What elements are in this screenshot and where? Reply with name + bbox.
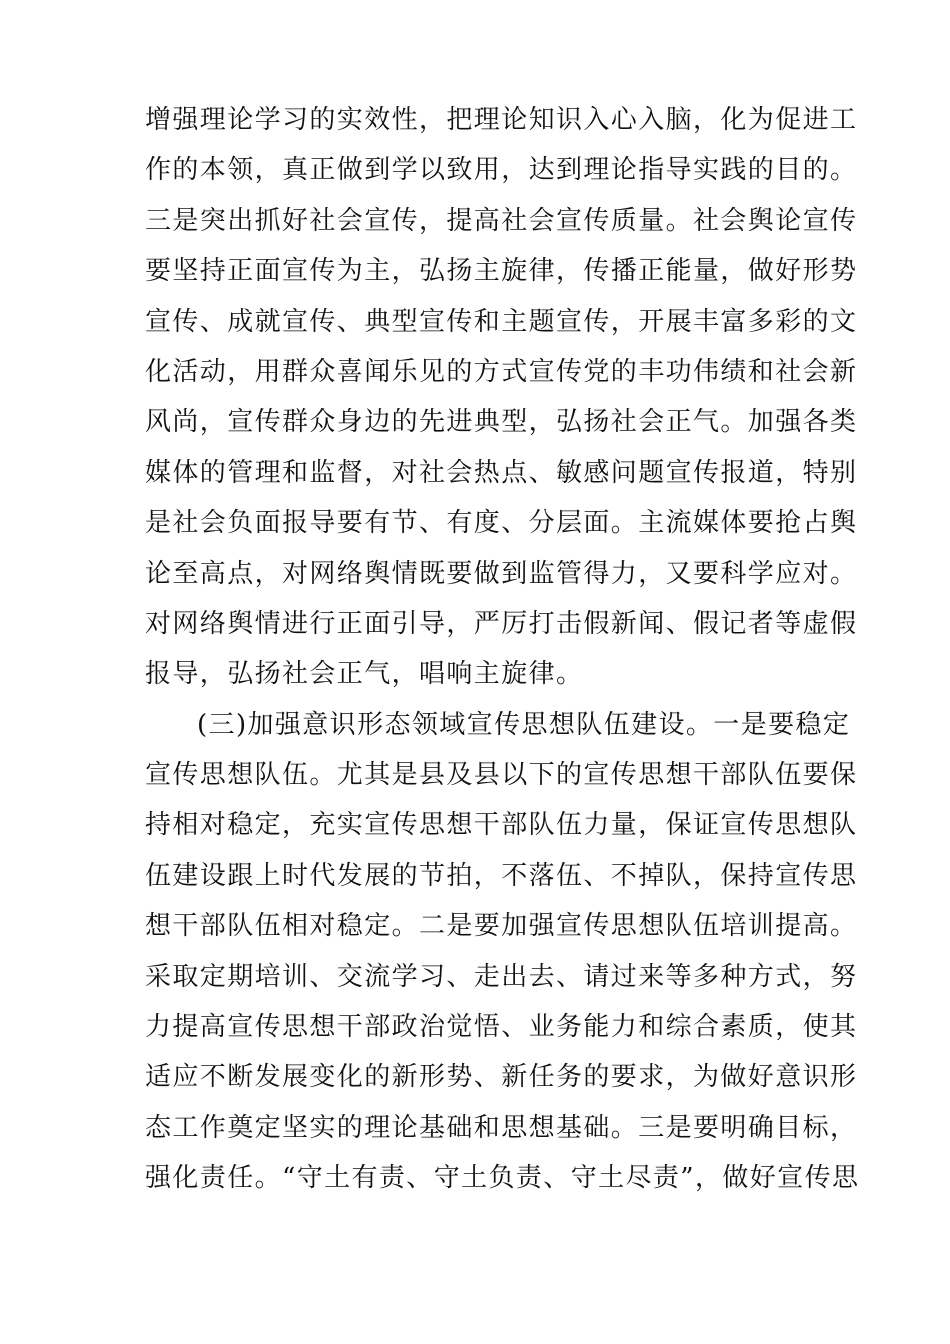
- text-line: 宣传、成就宣传、典型宣传和主题宣传，开展丰富多彩的文: [145, 306, 858, 337]
- text-line: 强化责任。“守土有责、守土负责、守土尽责”，做好宣传思: [145, 1163, 860, 1194]
- text-line: 报导，弘扬社会正气，唱响主旋律。: [145, 659, 584, 690]
- text-line: 三是突出抓好社会宣传，提高社会宣传质量。社会舆论宣传: [145, 205, 858, 236]
- body-text: [145, 95, 860, 1204]
- text-line: 论至高点，对网络舆情既要做到监管得力，又要科学应对。: [145, 558, 858, 589]
- text-line: 态工作奠定坚实的理论基础和思想基础。三是要明确目标，: [145, 1112, 858, 1143]
- text-line: 持相对稳定，充实宣传思想干部队伍力量，保证宣传思想队: [145, 810, 858, 841]
- text-line: 风尚，宣传群众身边的先进典型，弘扬社会正气。加强各类: [145, 407, 858, 438]
- text-line: 化活动，用群众喜闻乐见的方式宣传党的丰功伟绩和社会新: [145, 356, 858, 387]
- text-line: 是社会负面报导要有节、有度、分层面。主流媒体要抢占舆: [145, 508, 858, 539]
- section-heading-line: (三)加强意识形态领域宣传思想队伍建设。一是要稳定: [197, 709, 851, 740]
- text-line: 宣传思想队伍。尤其是县及县以下的宣传思想干部队伍要保: [145, 760, 858, 791]
- text-line: 媒体的管理和监督，对社会热点、敏感问题宣传报道，特别: [145, 457, 858, 488]
- text-line: 要坚持正面宣传为主，弘扬主旋律，传播正能量，做好形势: [145, 256, 858, 287]
- text-line: 力提高宣传思想干部政治觉悟、业务能力和综合素质，使其: [145, 1012, 858, 1043]
- text-line: 想干部队伍相对稳定。二是要加强宣传思想队伍培训提高。: [145, 911, 858, 942]
- text-line: 伍建设跟上时代发展的节拍，不落伍、不掉队，保持宣传思: [145, 860, 858, 891]
- text-line: 采取定期培训、交流学习、走出去、请过来等多种方式，努: [145, 961, 858, 992]
- text-line: 对网络舆情进行正面引导，严厉打击假新闻、假记者等虚假: [145, 608, 858, 639]
- text-line: 增强理论学习的实效性，把理论知识入心入脑，化为促进工: [145, 105, 858, 135]
- text-line: 适应不断发展变化的新形势、新任务的要求，为做好意识形: [145, 1062, 858, 1093]
- text-line: 作的本领，真正做到学以致用，达到理论指导实践的目的。: [145, 155, 858, 186]
